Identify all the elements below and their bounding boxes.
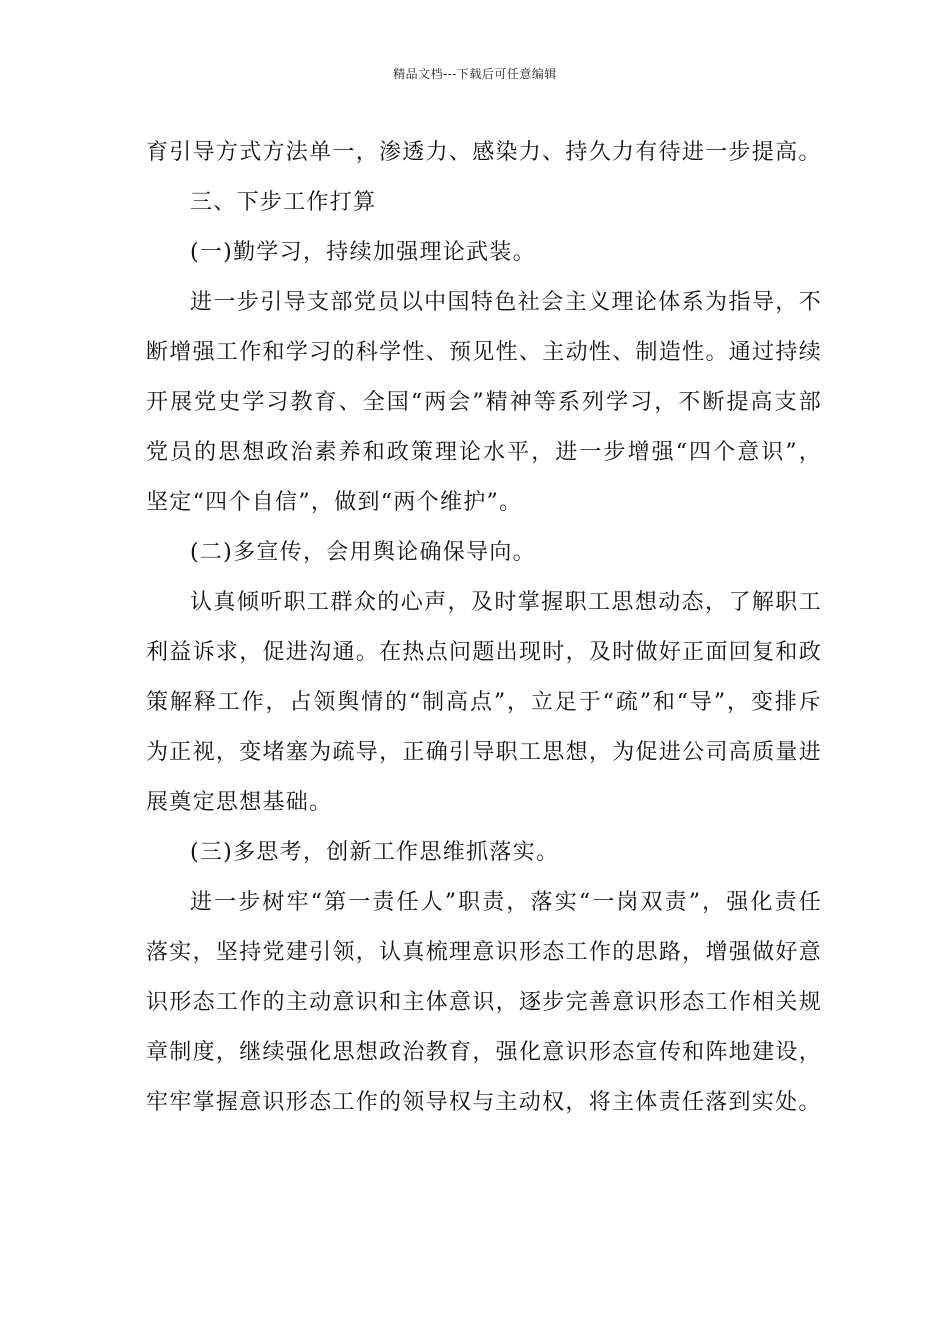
page-header: 精品文档---下载后可任意编辑 — [393, 67, 557, 81]
paragraph-2: 认真倾听职工群众的心声，及时掌握职工思想动态，了解职工利益诉求，促进沟通。在热点问题出现时，及时做好正面回复和政策解释工作，占领舆情的“制高点”，立足于“疏”和“导”，变排斥为正视，变堵塞为疏导，正确引导职工思想，为促进公司高质量进展奠定思想基础。 — [146, 590, 822, 815]
paragraph-continuation: 育引导方式方法单一，渗透力、感染力、持久力有待进一步提高。 — [146, 140, 822, 165]
subsection-heading-2: (二)多宣传，会用舆论确保导向。 — [190, 540, 536, 565]
section-heading: 三、下步工作打算 — [190, 190, 377, 215]
document-body — [146, 128, 822, 1128]
paragraph-1: 进一步引导支部党员以中国特色社会主义理论体系为指导，不断增强工作和学习的科学性、预见性、主动性、制造性。通过持续开展党史学习教育、全国“两会”精神等系列学习，不断提高支部党员的思想政治素养和政策理论水平，进一步增强“四个意识”，坚定“四个自信”，做到“两个维护”。 — [146, 290, 822, 515]
paragraph-3: 进一步树牢“第一责任人”职责，落实“一岗双责”，强化责任落实，坚持党建引领，认真梳理意识形态工作的思路，增强做好意识形态工作的主动意识和主体意识，逐步完善意识形态工作相关规章制度，继续强化思想政治教育，强化意识形态宣传和阵地建设，牢牢掌握意识形态工作的领导权与主动权，将主体责任落到实处。 — [146, 890, 822, 1115]
subsection-heading-3: (三)多思考，创新工作思维抓落实。 — [190, 840, 560, 865]
subsection-heading-1: (一)勤学习，持续加强理论武装。 — [190, 240, 536, 265]
